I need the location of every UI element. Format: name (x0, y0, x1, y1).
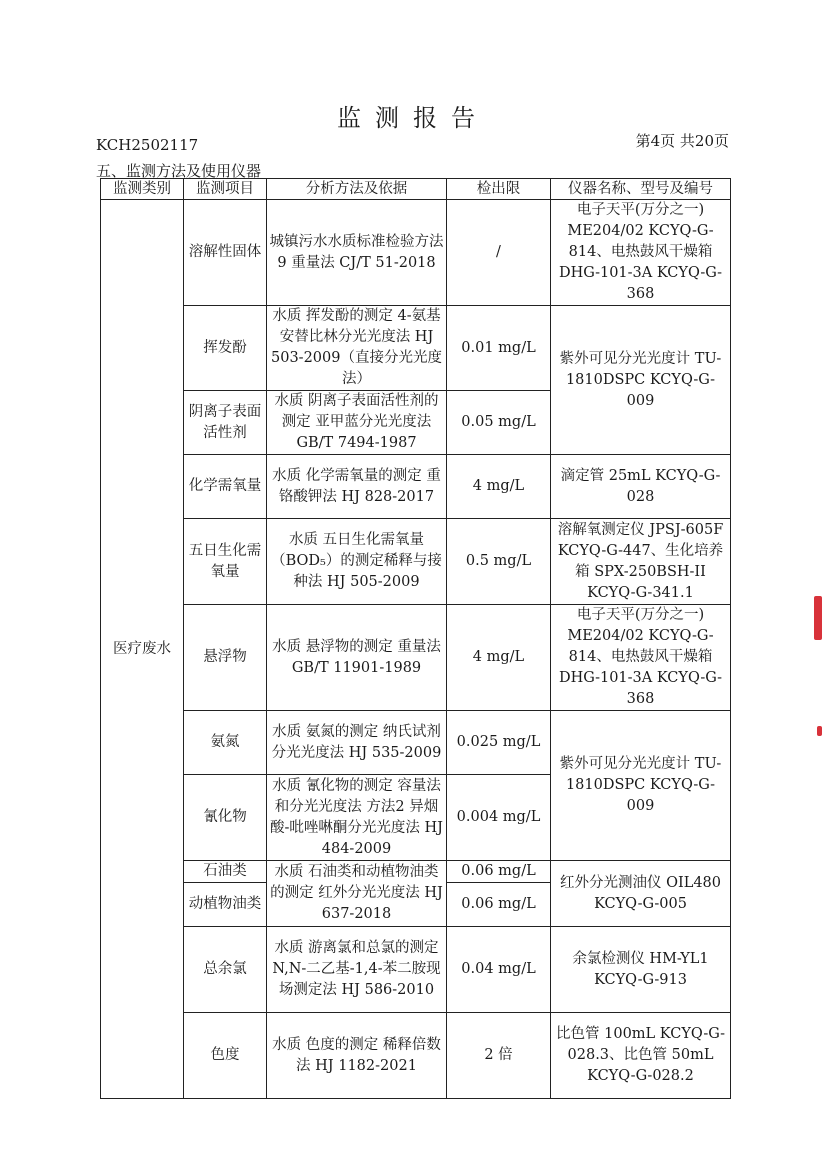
limit-cell: 0.004 mg/L (447, 775, 551, 861)
limit-cell: 2 倍 (447, 1013, 551, 1099)
method-cell: 水质 挥发酚的测定 4-氨基安替比林分光光度法 HJ 503-2009（直接分光光度法） (267, 306, 447, 391)
table-row (101, 861, 731, 883)
item-cell: 挥发酚 (184, 306, 267, 391)
report-number: KCH2502117 (96, 136, 199, 154)
column-header: 检出限 (447, 179, 551, 200)
column-header: 监测项目 (184, 179, 267, 200)
methods-table (100, 178, 731, 1099)
instrument-cell: 紫外可见分光光度计 TU-1810DSPC KCYQ-G-009 (551, 306, 731, 455)
edge-stamp-mark (817, 726, 822, 736)
limit-cell: 0.01 mg/L (447, 306, 551, 391)
item-cell: 悬浮物 (184, 605, 267, 711)
table-row (101, 306, 731, 391)
instrument-cell: 紫外可见分光光度计 TU-1810DSPC KCYQ-G-009 (551, 711, 731, 861)
method-cell: 水质 阴离子表面活性剂的测定 亚甲蓝分光光度法 GB/T 7494-1987 (267, 391, 447, 455)
table-header-row (101, 179, 731, 200)
item-cell: 化学需氧量 (184, 455, 267, 519)
method-cell: 水质 氨氮的测定 纳氏试剂分光光度法 HJ 535-2009 (267, 711, 447, 775)
item-cell: 氰化物 (184, 775, 267, 861)
method-cell: 水质 游离氯和总氯的测定 N,N-二乙基-1,4-苯二胺现场测定法 HJ 586-2010 (267, 927, 447, 1013)
table-row (101, 711, 731, 775)
method-cell: 水质 石油类和动植物油类的测定 红外分光光度法 HJ 637-2018 (267, 861, 447, 927)
item-cell: 阴离子表面活性剂 (184, 391, 267, 455)
column-header: 监测类别 (101, 179, 184, 200)
item-cell: 石油类 (184, 861, 267, 883)
table-row (101, 927, 731, 1013)
table-row (101, 455, 731, 519)
section-title: 五、监测方法及使用仪器 (96, 162, 262, 180)
method-cell: 水质 色度的测定 稀释倍数法 HJ 1182-2021 (267, 1013, 447, 1099)
limit-cell: 0.5 mg/L (447, 519, 551, 605)
method-cell: 水质 氰化物的测定 容量法和分光光度法 方法2 异烟酸-吡唑啉酮分光光度法 HJ 484-2009 (267, 775, 447, 861)
table-row (101, 1013, 731, 1099)
column-header: 分析方法及依据 (267, 179, 447, 200)
instrument-cell: 电子天平(万分之一) ME204/02 KCYQ-G-814、电热鼓风干燥箱 DHG-101-3A KCYQ-G-368 (551, 605, 731, 711)
page-title: 监测报告 (337, 104, 489, 132)
item-cell: 色度 (184, 1013, 267, 1099)
table-row (101, 200, 731, 306)
limit-cell: 0.05 mg/L (447, 391, 551, 455)
item-cell: 动植物油类 (184, 883, 267, 927)
limit-cell: 4 mg/L (447, 455, 551, 519)
instrument-cell: 溶解氧测定仪 JPSJ-605F KCYQ-G-447、生化培养箱 SPX-250BSH-II KCYQ-G-341.1 (551, 519, 731, 605)
limit-cell: 0.04 mg/L (447, 927, 551, 1013)
limit-cell: 0.025 mg/L (447, 711, 551, 775)
table-row (101, 519, 731, 605)
method-cell: 水质 化学需氧量的测定 重铬酸钾法 HJ 828-2017 (267, 455, 447, 519)
method-cell: 城镇污水水质标准检验方法 9 重量法 CJ/T 51-2018 (267, 200, 447, 306)
item-cell: 氨氮 (184, 711, 267, 775)
instrument-cell: 滴定管 25mL KCYQ-G-028 (551, 455, 731, 519)
instrument-cell: 余氯检测仪 HM-YL1 KCYQ-G-913 (551, 927, 731, 1013)
instrument-cell: 比色管 100mL KCYQ-G-028.3、比色管 50mL KCYQ-G-028.2 (551, 1013, 731, 1099)
item-cell: 溶解性固体 (184, 200, 267, 306)
item-cell: 五日生化需氧量 (184, 519, 267, 605)
category-cell: 医疗废水 (101, 200, 184, 1099)
table-row (101, 605, 731, 711)
method-cell: 水质 五日生化需氧量（BOD₅）的测定稀释与接种法 HJ 505-2009 (267, 519, 447, 605)
limit-cell: 4 mg/L (447, 605, 551, 711)
instrument-cell: 红外分光测油仪 OIL480 KCYQ-G-005 (551, 861, 731, 927)
edge-stamp-mark (814, 596, 822, 640)
limit-cell: / (447, 200, 551, 306)
limit-cell: 0.06 mg/L (447, 861, 551, 883)
limit-cell: 0.06 mg/L (447, 883, 551, 927)
instrument-cell: 电子天平(万分之一) ME204/02 KCYQ-G-814、电热鼓风干燥箱 DHG-101-3A KCYQ-G-368 (551, 200, 731, 306)
item-cell: 总余氯 (184, 927, 267, 1013)
method-cell: 水质 悬浮物的测定 重量法 GB/T 11901-1989 (267, 605, 447, 711)
page-number: 第4页 共20页 (635, 132, 729, 150)
column-header: 仪器名称、型号及编号 (551, 179, 731, 200)
